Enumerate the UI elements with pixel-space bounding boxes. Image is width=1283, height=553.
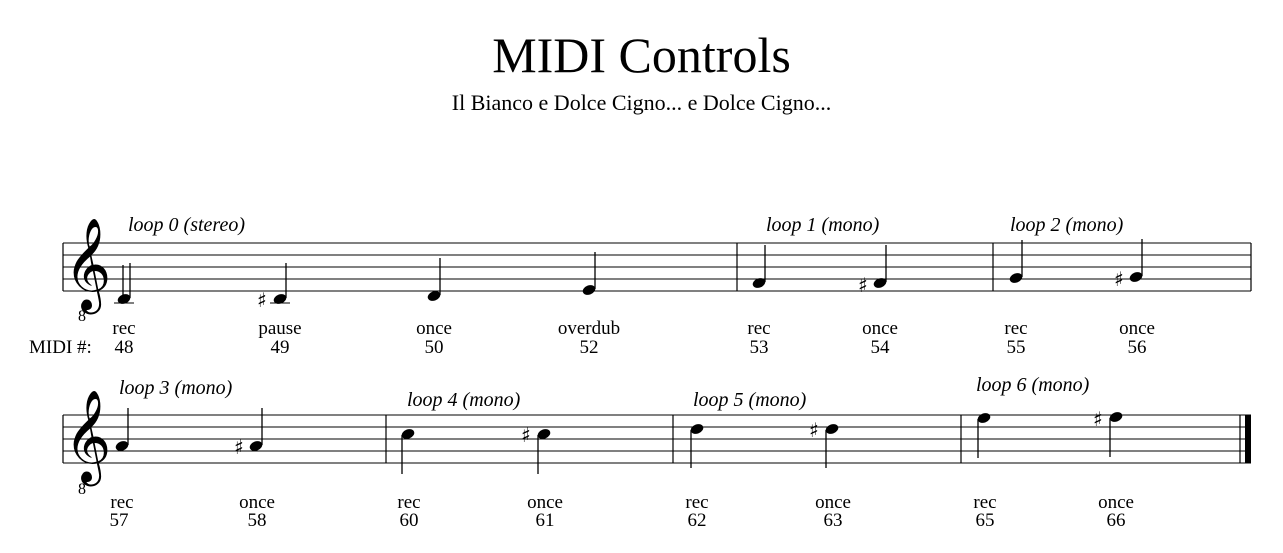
- final-barline-icon: [1245, 415, 1251, 463]
- note-action-label: rec: [1004, 318, 1028, 339]
- note-action-label: once: [862, 318, 898, 339]
- note-action-label: rec: [685, 492, 709, 513]
- midi-number: 54: [870, 337, 890, 358]
- staff-lines: [63, 243, 1251, 291]
- sharp-icon: ♯: [1093, 407, 1103, 431]
- midi-number: 60: [399, 510, 419, 531]
- midi-number: 53: [749, 337, 769, 358]
- midi-number: 55: [1006, 337, 1026, 358]
- note-action-label: rec: [973, 492, 997, 513]
- note-action-label: overdub: [557, 318, 621, 339]
- note: [858, 245, 888, 297]
- sharp-icon: ♯: [521, 423, 531, 447]
- section-label-loop-1: loop 1 (mono): [766, 214, 880, 236]
- clef-octave-label: 8: [78, 481, 86, 498]
- sharp-icon: ♯: [1114, 267, 1124, 291]
- section-label-loop-2: loop 2 (mono): [1010, 214, 1124, 236]
- note: [114, 263, 134, 306]
- note-action-label: once: [815, 492, 851, 513]
- midi-number: 52: [579, 337, 599, 358]
- sharp-icon: ♯: [809, 418, 819, 442]
- midi-number: 57: [109, 510, 129, 531]
- note-action-label: once: [1119, 318, 1155, 339]
- note-action-label: once: [416, 318, 452, 339]
- treble-clef-icon: 𝄞: [64, 217, 112, 310]
- note-action-label: rec: [397, 492, 421, 513]
- section-label-loop-5: loop 5 (mono): [693, 389, 807, 411]
- midi-number: 62: [687, 510, 707, 531]
- midi-number: 48: [114, 337, 134, 358]
- note-action-label: rec: [112, 318, 136, 339]
- sharp-icon: ♯: [858, 273, 868, 297]
- midi-number: 56: [1127, 337, 1147, 358]
- section-label-loop-6: loop 6 (mono): [976, 374, 1090, 396]
- staff-system-2: [63, 374, 1251, 531]
- section-label-loop-0: loop 0 (stereo): [128, 214, 246, 236]
- note: [581, 252, 596, 297]
- note-action-label: rec: [110, 492, 134, 513]
- midi-number: 49: [270, 337, 290, 358]
- note: [809, 418, 840, 468]
- note: [689, 422, 704, 468]
- page-title: MIDI Controls: [492, 27, 791, 83]
- section-label-loop-4: loop 4 (mono): [407, 389, 521, 411]
- note: [1114, 239, 1144, 291]
- note-action-label: once: [527, 492, 563, 513]
- staff-system-1: [29, 214, 1251, 358]
- midi-number: 63: [823, 510, 843, 531]
- note-action-label: pause: [258, 318, 302, 339]
- note: [1008, 240, 1023, 285]
- sharp-icon: ♯: [257, 288, 267, 312]
- midi-number: 65: [975, 510, 995, 531]
- note-action-label: rec: [747, 318, 771, 339]
- page-subtitle: Il Bianco e Dolce Cigno... e Dolce Cigno...: [451, 90, 832, 115]
- midi-number: 61: [535, 510, 555, 531]
- treble-clef-icon: 𝄞: [64, 389, 112, 482]
- midi-number: 66: [1106, 510, 1126, 531]
- midi-number: 50: [424, 337, 444, 358]
- clef-octave-label: 8: [78, 308, 86, 325]
- midi-number-label: MIDI #:: [29, 337, 92, 358]
- section-label-loop-3: loop 3 (mono): [119, 377, 233, 399]
- note: [426, 258, 441, 303]
- sharp-icon: ♯: [234, 435, 244, 459]
- note-action-label: once: [239, 492, 275, 513]
- note-action-label: once: [1098, 492, 1134, 513]
- midi-number: 58: [247, 510, 267, 531]
- note: [521, 423, 552, 474]
- note: [257, 263, 290, 312]
